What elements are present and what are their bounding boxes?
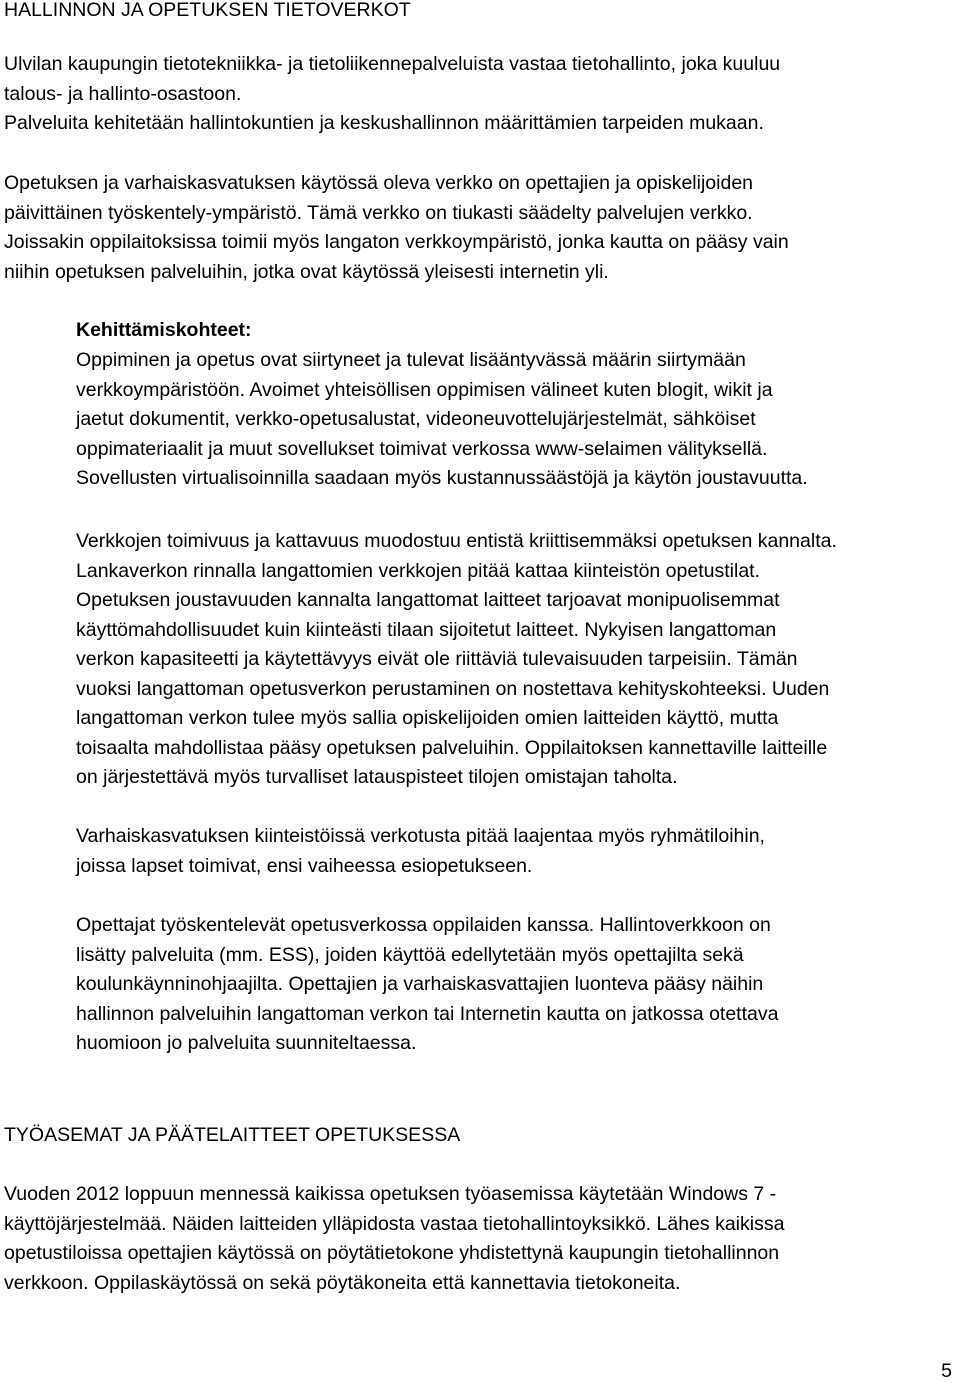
paragraph-workstations <box>4 1180 784 1298</box>
text-line: verkkoon. Oppilaskäytössä on sekä pöytäkoneita että kannettavia tietokoneita. <box>4 1271 681 1294</box>
text-line: langattoman verkon tulee myös sallia opiskelijoiden omien laitteiden käyttö, mutta <box>76 707 779 729</box>
text-line: Varhaiskasvatuksen kiinteistöissä verkotusta pitää laajentaa myös ryhmätiloihin, <box>76 825 765 847</box>
text-line: päivittäinen työskentely-ympäristö. Tämä verkko on tiukasti säädelty palvelujen verkko. <box>4 201 753 224</box>
paragraph-learning-online <box>76 346 808 494</box>
text-line: verkkoympäristöön. Avoimet yhteisöllisen oppimisen välineet kuten blogit, wikit ja <box>76 378 773 401</box>
paragraph-early-education <box>76 822 765 881</box>
text-line: Joissakin oppilaitoksissa toimii myös langaton verkkoympäristö, jonka kautta on pääsy vain <box>4 231 789 253</box>
text-line: Opetuksen joustavuuden kannalta langattomat laitteet tarjoavat monipuolisemmat <box>76 589 780 611</box>
paragraph-education-network <box>4 169 789 287</box>
text-line: Opettajat työskentelevät opetusverkossa oppilaiden kanssa. Hallintoverkkoon on <box>76 914 771 936</box>
text-line: Verkkojen toimivuus ja kattavuus muodostuu entistä kriittisemmäksi opetuksen kannalta. <box>76 530 837 552</box>
text-line: käyttöjärjestelmää. Näiden laitteiden ylläpidosta vastaa tietohallintoyksikkö. Lähes kaikissa <box>4 1212 785 1235</box>
text-line: jaetut dokumentit, verkko-opetusalustat, videoneuvottelujärjestelmät, sähköiset <box>76 408 756 430</box>
text-line: Lankaverkon rinnalla langattomien verkkojen pitää kattaa kiinteistön opetustilat. <box>76 559 760 582</box>
text-line: talous- ja hallinto-osastoon. <box>4 82 242 105</box>
text-line: hallinnon palveluihin langattoman verkon tai Internetin kautta on jatkossa otettava <box>76 1002 779 1025</box>
text-line: opetustiloissa opettajien käytössä on pöytätietokone yhdistettynä kaupungin tietohallinnon <box>4 1242 780 1264</box>
text-line: koulunkäynninohjaajilta. Opettajien ja varhaiskasvattajien luonteva pääsy näihin <box>76 973 764 995</box>
paragraph-teachers-services <box>76 911 778 1059</box>
development-targets-title: Kehittämiskohteet: <box>76 319 252 341</box>
text-line: lisätty palveluita (mm. ESS), joiden käyttöä edellytetään myös opettajilta sekä <box>76 943 744 966</box>
text-line: joissa lapset toimivat, ensi vaiheessa esiopetukseen. <box>76 854 533 877</box>
text-line: niihin opetuksen palveluihin, jotka ovat käytössä yleisesti internetin yli. <box>4 260 609 283</box>
text-line: verkon kapasiteetti ja käytettävyys eivät ole riittäviä tulevaisuuden tarpeisiin. Tämän <box>76 648 798 670</box>
section-heading-networks: HALLINNON JA OPETUKSEN TIETOVERKOT <box>4 0 411 21</box>
text-line: oppimateriaalit ja muut sovellukset toimivat verkossa www-selaimen välityksellä. <box>76 437 768 460</box>
paragraph-it-services <box>4 50 780 139</box>
text-line: Vuoden 2012 loppuun mennessä kaikissa opetuksen työasemissa käytetään Windows 7 - <box>4 1183 777 1205</box>
text-line: Oppiminen ja opetus ovat siirtyneet ja tulevat lisääntyvässä määrin siirtymään <box>76 349 746 371</box>
text-line: käyttömahdollisuudet kuin kiinteästi tilaan sijoitetut laitteet. Nykyisen langattoman <box>76 618 777 641</box>
text-line: Palveluita kehitetään hallintokuntien ja keskushallinnon määrittämien tarpeiden mukaan. <box>4 112 764 134</box>
text-line: on järjestettävä myös turvalliset latauspisteet tilojen omistajan taholta. <box>76 766 678 788</box>
text-line: Opetuksen ja varhaiskasvatuksen käytössä oleva verkko on opettajien ja opiskelijoiden <box>4 172 754 194</box>
section-heading-workstations: TYÖASEMAT JA PÄÄTELAITTEET OPETUKSESSA <box>4 1124 461 1146</box>
page-number: 5 <box>941 1360 952 1382</box>
text-line: vuoksi langattoman opetusverkon perustaminen on nostettava kehityskohteeksi. Uuden <box>76 677 830 700</box>
paragraph-wireless-network <box>76 527 837 793</box>
text-line: huomioon jo palveluita suunniteltaessa. <box>76 1032 417 1054</box>
text-line: Sovellusten virtualisoinnilla saadaan myös kustannussäästöjä ja käytön joustavuutta. <box>76 467 808 489</box>
text-line: toisaalta mahdollistaa pääsy opetuksen palveluihin. Oppilaitoksen kannettaville laitteille <box>76 736 828 759</box>
text-line: Ulvilan kaupungin tietotekniikka- ja tietoliikennepalveluista vastaa tietohallinto, joka kuuluu <box>4 53 781 75</box>
